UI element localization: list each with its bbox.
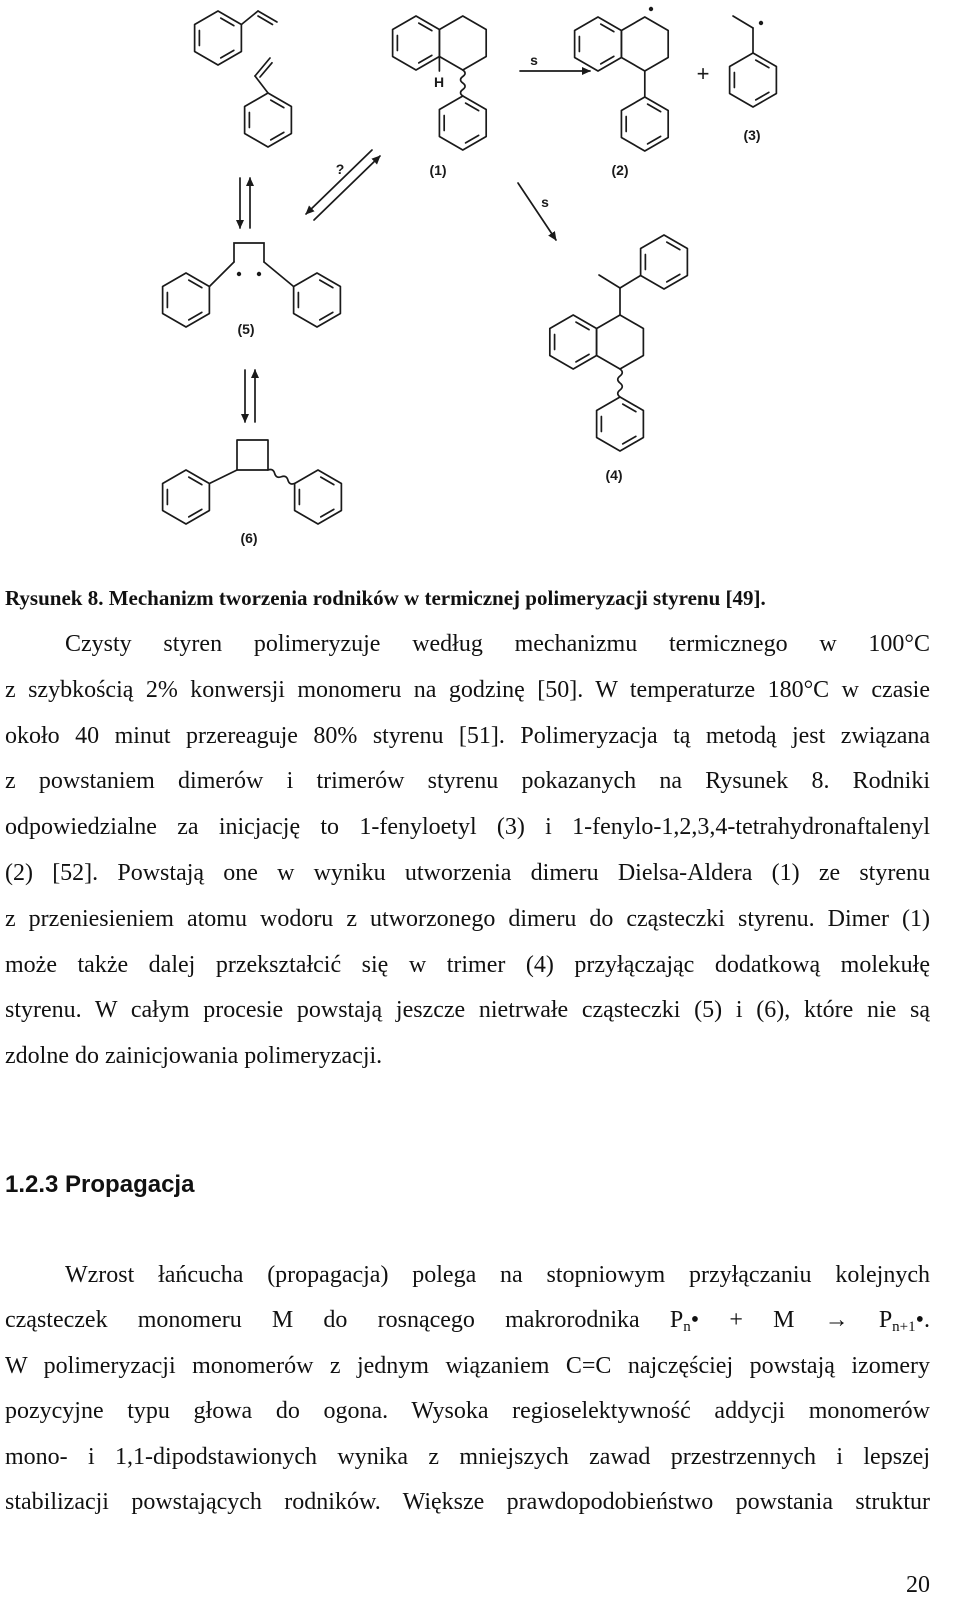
radical-dot xyxy=(237,272,241,276)
radical-dot xyxy=(759,21,763,25)
fused-ring-left xyxy=(550,315,597,369)
paragraph-line: W polimeryzacji monomerów z jednym wiązaniem C=C najczęściej powstają izomery xyxy=(5,1352,930,1379)
plus-sign: + xyxy=(696,61,710,86)
right-phenyl-ring xyxy=(294,273,341,327)
vinyl-double-bond-outer xyxy=(258,11,277,22)
radical-dot xyxy=(649,7,653,11)
formula-radical-dot: • xyxy=(690,1307,700,1334)
arrow-s-diagonal xyxy=(518,183,556,240)
paragraph-thermal-polymerization xyxy=(5,622,930,1080)
paragraph-propagation xyxy=(5,1253,930,1525)
compound-label-2: (2) xyxy=(611,162,629,178)
fused-ring-right xyxy=(597,315,644,369)
vinyl-single-bond xyxy=(241,11,258,25)
figure-caption: Rysunek 8. Mechanizm tworzenia rodników w termicznej polimeryzacji styrenu [49]. xyxy=(5,586,766,610)
phenyl-bond xyxy=(620,276,641,289)
formula-line-text: cząsteczek monomeru M do rosnącego makrorodnika xyxy=(5,1307,640,1334)
formula-subscript-n: n xyxy=(683,1319,691,1336)
formula-radical-symbol: P xyxy=(878,1307,893,1334)
paragraph-line: mono- i 1,1-dipodstawionych wynika z mniejszych zawad przestrzennych i lepszej xyxy=(5,1443,930,1470)
arrow-to-styrene xyxy=(306,150,372,214)
paragraph-line: około 40 minut przereaguje 80% styrenu [51]. Polimeryzacja tą metodą jest związana xyxy=(5,722,930,749)
styrene-monomer-lower xyxy=(245,58,292,147)
paragraph-line: pozycyjne typu głowa do ogona. Wysoka regioselektywność addycji monomerów xyxy=(5,1398,930,1425)
fused-ring-right xyxy=(621,17,668,71)
left-phenyl-bond xyxy=(209,470,237,484)
arrow-question-label: ? xyxy=(335,161,345,177)
styrene-monomer-top xyxy=(195,11,277,65)
paragraph-line: z przeniesieniem atomu wodoru z utworzonego dimeru do cząsteczki styrenu. Dimer (1) xyxy=(5,905,930,932)
formula-arrow: → xyxy=(824,1307,849,1334)
phenyl-ring xyxy=(730,53,777,107)
compound-3-phenylethyl-radical xyxy=(730,16,777,107)
compound-2-phenyltetrahydronaphthalenyl-radical xyxy=(575,7,669,151)
paragraph-line: może także dalej przekształcić się w trimer (4) przyłączając dodatkową molekułę xyxy=(5,951,930,978)
bridge-bonds xyxy=(234,243,264,262)
upper-phenyl-ring xyxy=(641,235,688,289)
hydrogen-atom-label: H xyxy=(433,74,445,90)
formula-plus: + xyxy=(729,1307,743,1334)
benzene-ring xyxy=(245,93,292,147)
compound-label-3: (3) xyxy=(743,127,761,143)
formula-monomer: M xyxy=(773,1307,795,1334)
paragraph-line: Wzrost łańcucha (propagacja) polega na stopniowym przyłączaniu kolejnych xyxy=(65,1262,930,1288)
paragraph-line: zdolne do zainicjowania polimeryzacji. xyxy=(5,1043,383,1070)
fused-ring-right xyxy=(439,16,486,70)
paragraph-line: stabilizacji powstających rodników. Większe prawdopodobieństwo powstania struktur xyxy=(5,1488,930,1515)
paragraph-line: odpowiedzialne za inicjację to 1-fenyloetyl (3) i 1-fenylo-1,2,3,4-tetrahydronaftalenyl xyxy=(5,814,930,841)
wavy-bond xyxy=(461,70,466,96)
left-phenyl-bond xyxy=(209,262,234,287)
compound-label-5: (5) xyxy=(237,321,255,337)
paragraph-line: (2) [52]. Powstają one w wyniku utworzenia dimeru Dielsa-Aldera (1) ze styrenu xyxy=(5,859,930,886)
paragraph-line: z powstaniem dimerów i trimerów styrenu pokazanych na Rysunek 8. Rodniki xyxy=(5,768,930,795)
radical-dot xyxy=(257,272,261,276)
equilibrium-arrows-styrene-to-5 xyxy=(240,178,250,228)
page-number: 20 xyxy=(906,1572,930,1598)
fused-ring-left xyxy=(393,16,440,70)
wavy-bond xyxy=(267,468,295,485)
compound-6-cyclobutane-dimer xyxy=(163,440,342,524)
formula-subscript-n-plus-1: n+1 xyxy=(892,1319,916,1336)
methyl-bond xyxy=(599,275,620,288)
compound-label-4: (4) xyxy=(605,467,623,483)
formula-radical-dot-end: •. xyxy=(915,1307,930,1334)
styrene-radical-formation-diagram xyxy=(0,0,960,578)
paragraph-line-with-formula xyxy=(5,1298,930,1343)
methyl-bond xyxy=(733,16,753,28)
section-heading: 1.2.3 Propagacja xyxy=(5,1171,195,1198)
phenyl-ring xyxy=(621,97,668,151)
paragraph-line: Czysty styren polimeryzuje według mechanizmu termicznego w 100°C xyxy=(65,631,930,657)
arrow-to-dimer xyxy=(314,156,380,220)
cyclobutane-ring xyxy=(237,440,268,470)
formula-radical-symbol: P xyxy=(669,1307,684,1334)
benzene-ring xyxy=(195,11,242,65)
equilibrium-arrows-5-to-6 xyxy=(245,370,255,422)
wavy-bond xyxy=(618,369,623,397)
right-phenyl-ring xyxy=(295,470,342,524)
compound-4-trimer xyxy=(550,235,688,451)
right-phenyl-bond xyxy=(264,262,294,287)
arrow-s-horizontal-label: s xyxy=(530,52,538,68)
paragraph-line: styrenu. W całym procesie powstają jeszcze nietrwałe cząsteczki (5) i (6), które nie są xyxy=(5,997,930,1024)
vinyl-single-bond xyxy=(255,76,268,93)
lower-phenyl-ring xyxy=(597,397,644,451)
compound-5-biradical xyxy=(163,243,341,327)
compound-label-1: (1) xyxy=(429,162,447,178)
arrow-s-diagonal-label: s xyxy=(541,194,549,210)
paragraph-line: z szybkością 2% konwersji monomeru na godzinę [50]. W temperaturze 180°C w czasie xyxy=(5,676,930,703)
compound-label-6: (6) xyxy=(240,530,258,546)
phenyl-ring xyxy=(439,96,486,150)
left-phenyl-ring xyxy=(163,273,210,327)
fused-ring-left xyxy=(575,17,622,71)
left-phenyl-ring xyxy=(163,470,210,524)
vinyl-double-bond-inner xyxy=(260,63,272,77)
